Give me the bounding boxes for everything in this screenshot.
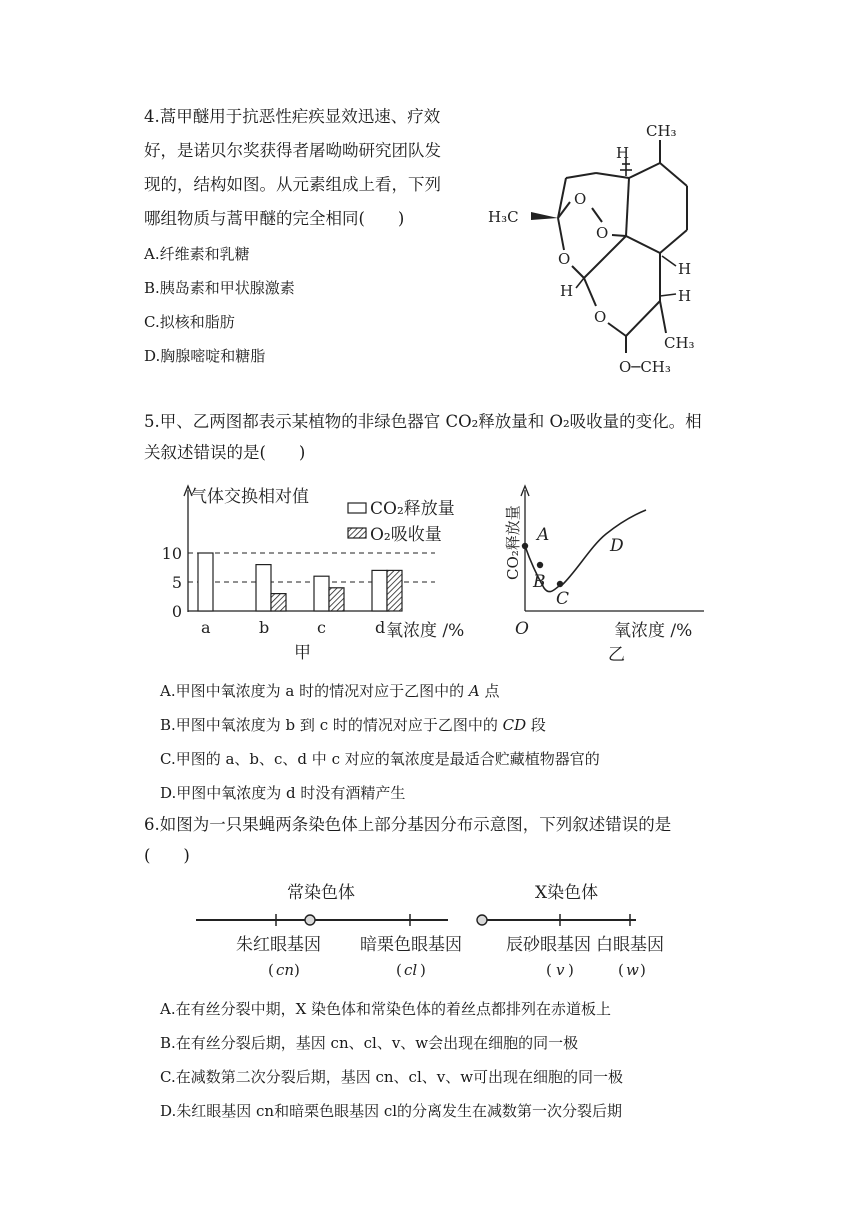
q5-stem-line-2: 关叙述错误的是( ) [144,443,306,462]
oxygen-label-d: O [594,308,607,326]
artemether-structure-diagram [476,118,716,383]
h-right-mid-label: H [678,260,692,278]
yi-label-a: A [537,525,550,545]
chart-yi [496,476,716,666]
q4-option-d[interactable]: D.胸腺嘧啶和糖脂 [144,347,266,365]
chromosome-diagram [190,872,680,984]
yi-origin: O [515,619,529,639]
q5-option-b[interactable]: B.甲图中氧浓度为 b 到 c 时的情况对应于乙图中的 CD 段 [160,716,546,734]
jia-xtick-label: c [317,618,326,637]
ch3-bottom-right-label: CH₃ [664,334,695,352]
gene-cl-name: 暗栗色眼基因 [360,935,462,955]
yi-xlabel: 氧浓度 /% [614,621,693,641]
gene-cl-symbol: cl [404,961,418,979]
och3-label: O─CH₃ [619,358,671,376]
jia-bar-b-co2 [256,565,271,611]
gene-w-symbol: w [626,961,639,979]
gene-cn-symbol: cn [276,961,295,979]
jia-bar-b-o2 [271,594,286,611]
q6-stem-line-1: 6.如图为一只果蝇两条染色体上部分基因分布示意图，下列叙述错误的是 [144,815,672,834]
svg-text:(: ( [268,961,274,979]
jia-caption: 甲 [294,643,311,663]
jia-xtick-label: a [201,618,211,637]
gene-w-name: 白眼基因 [596,935,664,955]
q5-option-c[interactable]: C.甲图的 a、b、c、d 中 c 对应的氧浓度是最适合贮藏植物器官的 [160,750,600,768]
gene-v-name: 辰砂眼基因 [506,935,591,955]
svg-text:): ) [294,961,300,979]
h3c-left-label: H₃C [488,208,519,226]
yi-caption: 乙 [608,645,625,665]
q6-option-a[interactable]: A.在有丝分裂中期，X 染色体和常染色体的着丝点都排列在赤道板上 [160,1000,612,1018]
jia-xtick-label: b [259,618,270,637]
jia-ytick-label: 5 [171,573,182,592]
gene-v-symbol: v [556,961,565,979]
q4-stem-line-3: 现的，结构如图。从元素组成上看，下列 [144,175,441,194]
yi-label-c: C [556,589,570,609]
jia-legend-o2-label: O₂吸收量 [370,525,442,545]
ch3-top-label: CH₃ [646,122,677,140]
jia-xtick-label: d [375,618,386,637]
jia-legend-co2-label: CO₂释放量 [370,499,455,519]
jia-bar-d-o2 [387,570,402,611]
yi-point-a [522,543,528,549]
oxygen-label-c: O [558,250,571,268]
chart-jia [160,476,480,666]
q6-option-d[interactable]: D.朱红眼基因 cn和暗栗色眼基因 cl的分离发生在减数第一次分裂后期 [160,1102,623,1120]
jia-ylabel: 气体交换相对值 [190,487,309,507]
svg-text:): ) [568,961,574,979]
jia-legend-co2-swatch [348,503,366,513]
yi-ylabel: CO₂释放量 [504,505,522,580]
jia-bar-d-co2 [372,570,387,611]
q5-option-d[interactable]: D.甲图中氧浓度为 d 时没有酒精产生 [160,784,406,802]
svg-text:): ) [420,961,426,979]
jia-ytick-label: 10 [161,544,182,563]
autosome-label: 常染色体 [287,883,355,903]
q6-option-c[interactable]: C.在减数第二次分裂后期，基因 cn、cl、v、w可出现在细胞的同一极 [160,1068,624,1086]
yi-point-b [537,562,543,568]
q5-stem-line-1: 5.甲、乙两图都表示某植物的非绿色器官 CO₂释放量和 O₂吸收量的变化。相 [144,412,702,431]
gene-cn-name: 朱红眼基因 [236,935,321,955]
x-chromosome-label: X染色体 [535,883,599,903]
autosome-centromere [305,915,315,925]
q5-option-a[interactable]: A.甲图中氧浓度为 a 时的情况对应于乙图中的 A 点 [160,682,500,700]
svg-text:(: ( [546,961,552,979]
q4-stem-line-4: 哪组物质与蒿甲醚的完全相同( ) [144,209,405,228]
h-left-low-label: H [560,282,574,300]
jia-xlabel: 氧浓度 /% [386,621,465,641]
q4-option-c[interactable]: C.拟核和脂肪 [144,313,235,331]
x-centromere [477,915,487,925]
oxygen-label-b: O [596,224,609,242]
jia-bar-c-co2 [314,576,329,611]
q4-option-b[interactable]: B.胰岛素和甲状腺激素 [144,279,295,297]
jia-ytick-label: 0 [171,602,182,621]
q6-option-b[interactable]: B.在有丝分裂后期，基因 cn、cl、v、w会出现在细胞的同一极 [160,1034,579,1052]
q6-stem-line-2: ( ) [144,846,190,865]
jia-legend-o2-swatch [348,528,366,538]
h-top-label: H [616,144,630,162]
yi-label-b: B [533,572,546,592]
svg-text:(: ( [396,961,402,979]
jia-bar-a-co2 [198,553,213,611]
yi-point-c [557,581,563,587]
svg-text:): ) [640,961,646,979]
q4-option-a[interactable]: A.纤维素和乳糖 [144,245,250,263]
yi-label-d: D [610,536,624,556]
q4-stem-line-2: 好，是诺贝尔奖获得者屠呦呦研究团队发 [144,141,441,160]
q4-stem-line-1: 4.蒿甲醚用于抗恶性疟疾显效迅速、疗效 [144,107,441,126]
jia-bar-c-o2 [329,588,344,611]
h-right-low-label: H [678,287,692,305]
oxygen-label-a: O [574,190,587,208]
svg-text:(: ( [618,961,624,979]
